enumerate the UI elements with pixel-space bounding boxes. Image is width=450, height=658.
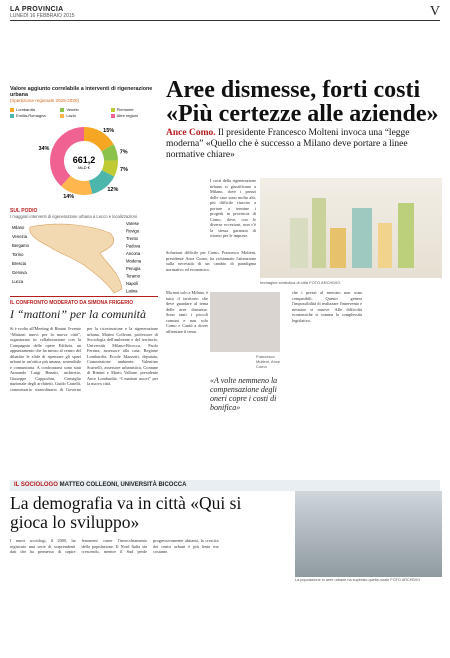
chart-subtitle: (ripartizione regionale 2025-2030) — [10, 98, 79, 103]
legend-label: Lazio — [66, 113, 76, 118]
legend-label: Piemonte — [116, 107, 134, 112]
band-text: MATTEO COLLEONI, UNIVERSITÀ BICOCCA — [59, 482, 187, 488]
slice-label: 12% — [107, 187, 119, 194]
map-city-label: Napoli — [126, 281, 138, 286]
buildings-icon — [260, 178, 442, 278]
legend-swatch — [60, 108, 64, 112]
legend-item — [111, 107, 158, 112]
legend-swatch — [10, 114, 14, 118]
article-column-2: Soluzioni difficile per Como. Francesco Molteni, presidente Ance Como, ha richiamato l'attenzione sulla necessità di un cambio di paradigma normativo ed economico. — [166, 250, 256, 272]
legend-item — [111, 113, 158, 118]
italy-map — [10, 219, 158, 299]
slice-label: 7% — [120, 167, 129, 174]
map-city-label: Genova — [12, 270, 27, 275]
section-band — [10, 480, 440, 491]
masthead — [10, 6, 74, 19]
city-illustration — [260, 178, 442, 278]
article-column-1: I costi della rigenerazione urbana si giustificano a Milano, dove i prezzi delle case sono molto alti, più difficile riuscire a portare a termine i progetti in provincia di Como, dove, con le diverse eccezioni, non c'è la stessa garanzia di ritorno per le imprese. — [210, 178, 256, 238]
legend-swatch — [111, 114, 115, 118]
article-column-4: che i prezzi al mercato non sono compatibili. Questo genera l'impossibilità di realizzare l'intervento e nessuno si muove. Alle difficoltà economiche si somma la complessità legislativa. — [292, 290, 362, 323]
map-city-label: Ancona — [126, 251, 141, 256]
map-city-label: Perugia — [126, 266, 141, 271]
center-value: 661,2 — [72, 155, 96, 165]
slice-label: 14% — [63, 193, 75, 200]
map-city-label: Bergamo — [12, 243, 29, 248]
kicker-lead: Ance Como. — [166, 128, 216, 138]
map-city-label: Varese — [126, 221, 139, 226]
map-subtitle: I maggiori interventi di rigenerazione urbana a Lecco e localizzazioni — [10, 214, 137, 219]
legend-label: Veneto — [66, 107, 79, 112]
legend-swatch — [111, 108, 115, 112]
newspaper-name: LA PROVINCIA — [10, 6, 64, 13]
portrait-caption: Francesco Molteni, Ance Como — [256, 354, 281, 369]
chart-title: Valore aggiunto correlabile a interventi di rigenerazione urbana — [10, 86, 153, 98]
street-photo — [295, 491, 442, 577]
legend-label: Altre regioni — [116, 113, 138, 118]
map-city-label: Modena — [126, 258, 142, 264]
map-city-label: Milano — [12, 225, 25, 230]
bottom-body: I nuovi sociologi, il 2000, ha registrato una serie di sorprendenti dati che ha permesso di capire fenomeni come l'invecchiamento della popolazione. Il Nord Italia sta crescendo, mentre il Sud perde progressivamente abitanti, la crescita dei centri urbani è più lenta ma costante. — [10, 538, 219, 554]
slice-label: 15% — [103, 127, 115, 134]
issue-date: LUNEDÌ 16 FEBBRAIO 2015 — [10, 13, 75, 19]
bottom-headline: La demografia va in città «Qui si gioca lo sviluppo» — [10, 493, 242, 532]
legend-swatch — [10, 108, 14, 112]
main-headline: Aree dismesse, forti costi «Più certezze alle aziende» — [166, 77, 439, 127]
photo-caption: Immagine simbolica di città FOTO ARCHIVIO — [260, 280, 341, 285]
chart-legend — [10, 107, 158, 118]
portrait-photo — [210, 292, 280, 352]
map-title: SUL PODIO — [10, 208, 38, 214]
map-city-label: Lucca — [12, 279, 24, 284]
legend-item — [10, 113, 57, 118]
panel-title: I “mattoni” per la comunità — [10, 307, 147, 321]
legend-item — [60, 113, 107, 118]
main-kicker — [166, 128, 442, 161]
center-unit: MLD € — [78, 165, 90, 170]
donut-chart — [10, 121, 158, 201]
header-rule — [10, 20, 440, 21]
legend-item — [60, 107, 107, 112]
map-city-label: Venezia — [12, 234, 27, 239]
band-lead: IL SOCIOLOGO — [14, 482, 58, 488]
map-city-label: Trento — [126, 236, 138, 241]
panel-body: Si è svolto all'Meeting di Rimini l'evento “Mattoni nuovi per la nuova città”, organizzato in collaborazione con la Compagnia delle opere Edilizia, un appuntamento che ha messo al centro del dibattito le sfide di ripensare gli spazi urbani in un'ottica più umana, sostenibile e comunitaria. A confrontarsi sono stati Armando Luigi Benatti, architetto, Giuseppe Cappochin, Consiglio nazionale degli architetti, Guido Castelli, commissario straordinario di Governo per la ricostruzione e la rigenerazione urbana, Matteo Colleoni, professore di Sociologia dell'ambiente e del territorio, Università Milano-Bicocca, Paolo Ferrara, assessore alla casa, Regione Lombardia, Ercole Mazzotti, deputata, Commissione ambiente. Valentino Scarselli, assessore urbanistica, Comune di Rimini e Mario Vallone, presidente Ance Lombardia. “I mattoni nuovi” per la nuova città. — [10, 326, 158, 392]
legend-label: Lombardia — [16, 107, 35, 112]
kicker-text: Il presidente Francesco Molteni invoca una “legge moderna” «Quello che è successo a Milano deve portare a linee normative chiare» — [166, 128, 410, 160]
side-panel — [10, 296, 158, 392]
slice-label: 34% — [38, 145, 50, 152]
map-city-label: Teramo — [126, 273, 140, 279]
legend-label: Emilia-Romagna — [16, 113, 46, 118]
panel-kicker: IL CONFRONTO MODERATO DA SIMONA FRIGERIO — [10, 300, 134, 306]
map-city-label: Latina — [126, 288, 138, 294]
map-city-label: Padova — [126, 243, 141, 249]
slice-label: 7% — [119, 149, 128, 156]
legend-item — [10, 107, 57, 112]
bottom-photo-caption: La popolazione in aree urbane ha superato quella rurale FOTO ARCHIVIO — [295, 578, 421, 582]
map-city-label: Torino — [12, 252, 24, 257]
map-city-label: Rovigo — [126, 228, 140, 234]
article-column-3: Ma non solo a Milano, è tutto il territorio che deve guardare al tema delle aree dismesse. Sono tanti i piccoli comuni e non solo Como e Cantù a dover affrontare il tema. — [166, 290, 209, 334]
infographic — [10, 86, 158, 304]
legend-swatch — [60, 114, 64, 118]
page-letter: V — [429, 4, 440, 19]
pull-quote: «A volte nemmeno la compensazione degli oneri copre i costi di bonifica» — [210, 376, 278, 412]
map-city-label: Brescia — [12, 261, 26, 266]
